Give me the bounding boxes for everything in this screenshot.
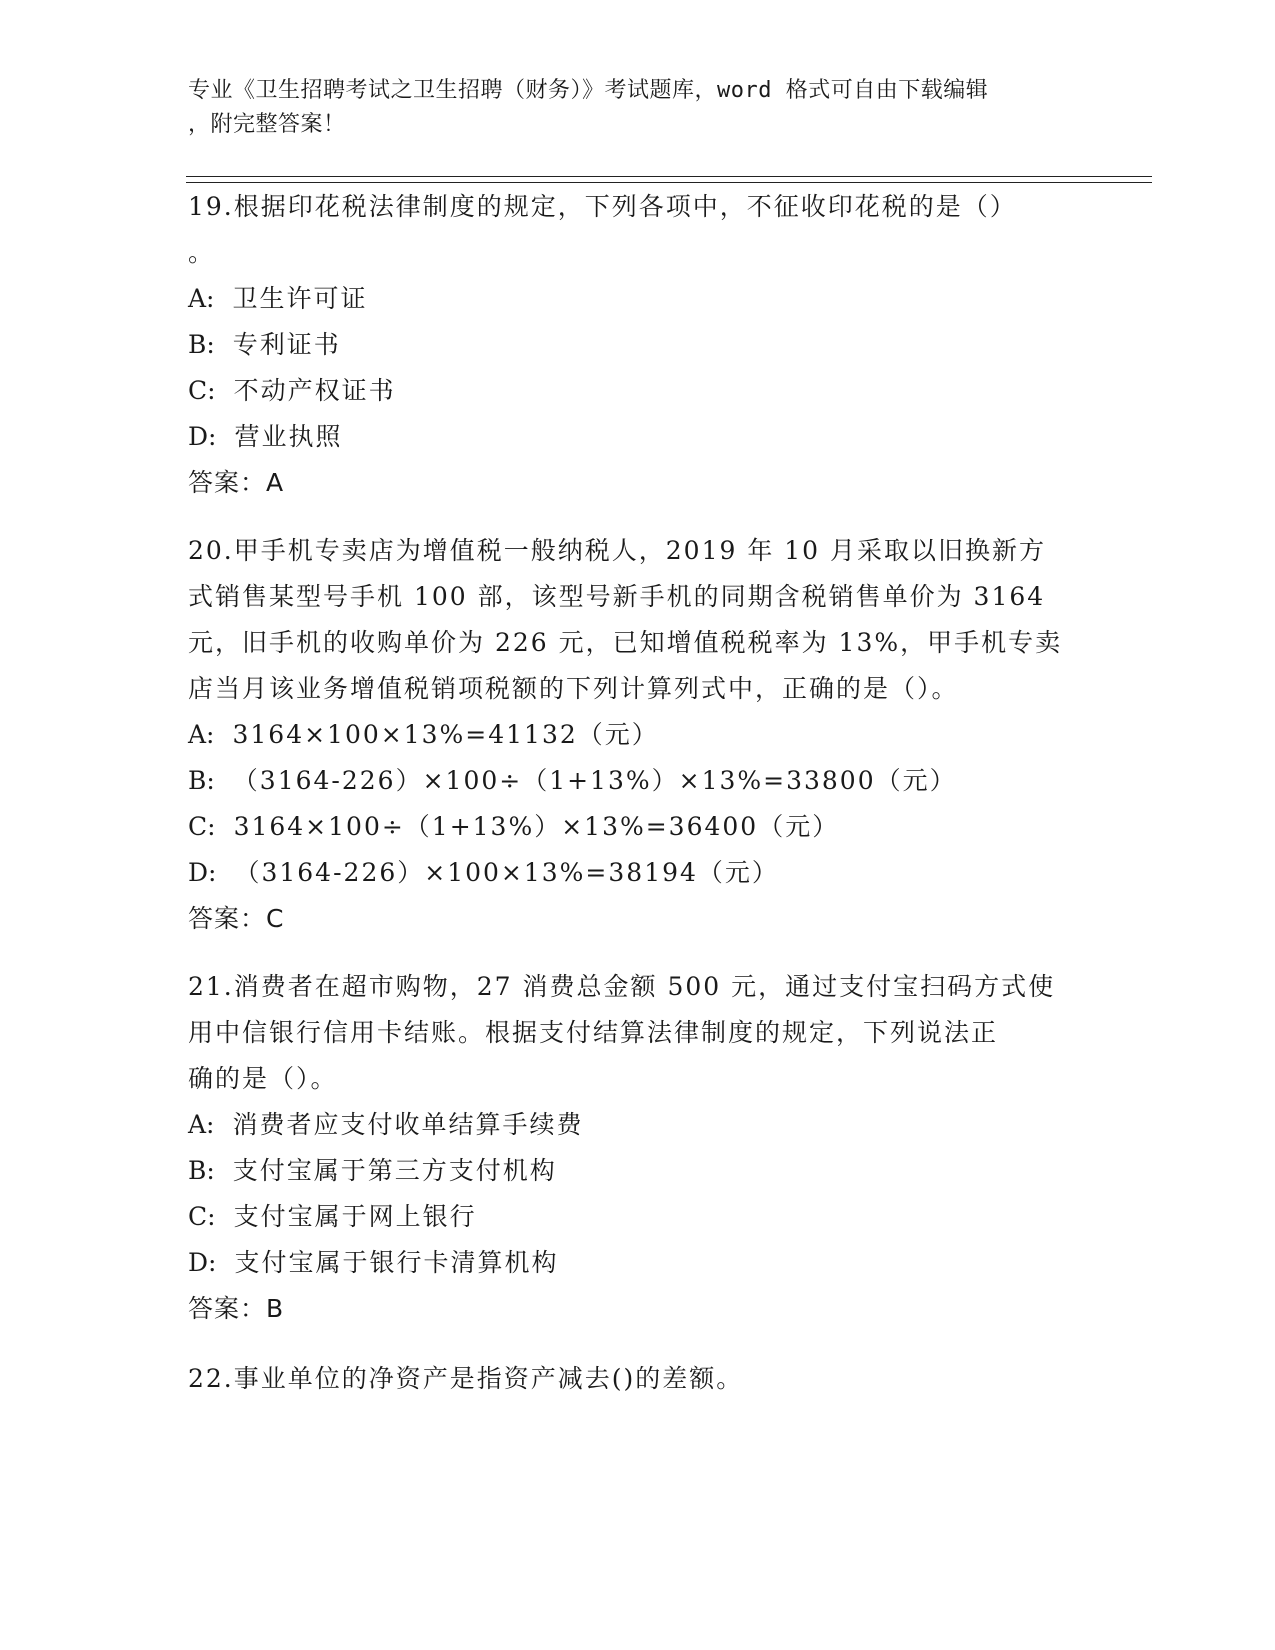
option-text: 3164×100÷（1+13%）×13%=36400（元）: [233, 812, 840, 841]
option-c: [188, 804, 1088, 850]
option-c: [188, 368, 1088, 414]
header-divider-top: [186, 176, 1152, 177]
question-20: [188, 528, 1088, 942]
option-text: 支付宝属于第三方支付机构: [232, 1156, 557, 1185]
answer: 答案：C: [188, 904, 285, 933]
stem-line: 式销售某型号手机 100 部，该型号新手机的同期含税销售单价为 3164: [188, 582, 1046, 611]
question-stem: [188, 528, 1088, 712]
option-letter: D:: [188, 1248, 217, 1277]
answer: 答案：A: [188, 468, 285, 497]
option-d: [188, 1240, 1088, 1286]
option-letter: A:: [188, 1110, 215, 1139]
question-stem: [188, 184, 1088, 276]
option-letter: A:: [188, 720, 215, 749]
question-19: [188, 184, 1088, 506]
option-text: 专利证书: [232, 330, 341, 359]
option-letter: D:: [188, 858, 217, 887]
option-d: [188, 850, 1088, 896]
option-letter: B:: [188, 1156, 215, 1185]
question-22: [188, 1356, 1088, 1402]
stem-line: 22.事业单位的净资产是指资产减去()的差额。: [188, 1364, 744, 1393]
stem-line: 确的是（）。: [188, 1064, 338, 1093]
stem-line: 元，旧手机的收购单价为 226 元，已知增值税税率为 13%，甲手机专卖: [188, 628, 1063, 657]
stem-line: 店当月该业务增值税销项税额的下列计算列式中，正确的是（）。: [188, 674, 959, 703]
option-letter: B:: [188, 766, 215, 795]
stem-line: 19.根据印花税法律制度的规定，下列各项中，不征收印花税的是（）: [188, 192, 1017, 221]
option-letter: D:: [188, 422, 217, 451]
header-line-2: ，附完整答案！: [188, 112, 346, 137]
option-text: 消费者应支付收单结算手续费: [232, 1110, 584, 1139]
option-c: [188, 1194, 1088, 1240]
option-d: [188, 414, 1088, 460]
option-letter: A:: [188, 284, 215, 313]
header-divider-bottom: [186, 182, 1152, 183]
option-letter: B:: [188, 330, 215, 359]
answer: 答案：B: [188, 1294, 285, 1323]
document-header: [188, 74, 1068, 142]
option-letter: C:: [188, 812, 216, 841]
option-b: [188, 1148, 1088, 1194]
option-a: [188, 712, 1088, 758]
option-text: 支付宝属于网上银行: [233, 1202, 477, 1231]
stem-line: 。: [188, 238, 216, 267]
option-text: 营业执照: [234, 422, 343, 451]
stem-line: 21.消费者在超市购物，27 消费总金额 500 元，通过支付宝扫码方式使: [188, 972, 1056, 1001]
question-stem: [188, 1356, 1088, 1402]
option-letter: C:: [188, 1202, 216, 1231]
stem-line: 20.甲手机专卖店为增值税一般纳税人，2019 年 10 月采取以旧换新方: [188, 536, 1047, 565]
option-text: （3164-226）×100×13%=38194（元）: [234, 858, 779, 887]
question-21: [188, 964, 1088, 1332]
option-b: [188, 322, 1088, 368]
header-line-1: 专业《卫生招聘考试之卫生招聘（财务）》考试题库，word 格式可自由下载编辑: [188, 78, 989, 103]
option-a: [188, 1102, 1088, 1148]
option-text: 3164×100×13%=41132（元）: [232, 720, 659, 749]
stem-line: 用中信银行信用卡结账。根据支付结算法律制度的规定，下列说法正: [188, 1018, 999, 1047]
option-text: 支付宝属于银行卡清算机构: [234, 1248, 559, 1277]
option-text: 卫生许可证: [232, 284, 368, 313]
option-text: （3164-226）×100÷（1+13%）×13%=33800（元）: [232, 766, 957, 795]
option-a: [188, 276, 1088, 322]
option-text: 不动产权证书: [233, 376, 396, 405]
question-stem: [188, 964, 1088, 1102]
option-b: [188, 758, 1088, 804]
option-letter: C:: [188, 376, 216, 405]
